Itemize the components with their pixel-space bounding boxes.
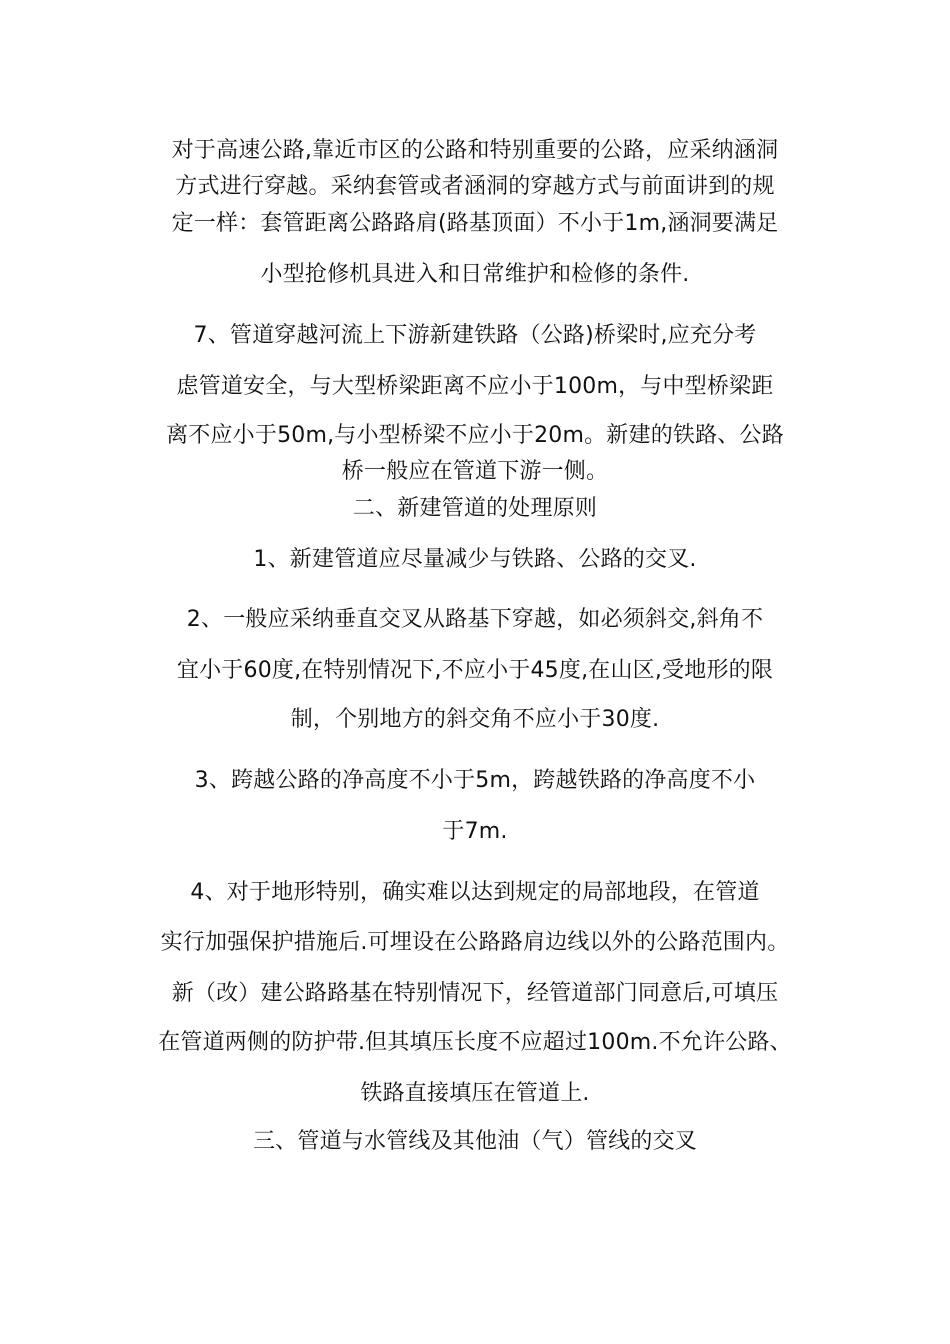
text-line: 铁路直接填压在管道上. bbox=[360, 1081, 590, 1106]
section-heading: 三、管道与水管线及其他油（气）管线的交叉 bbox=[252, 1129, 697, 1154]
text-line: 小型抢修机具进入和日常维护和检修的条件. bbox=[260, 262, 690, 287]
text-line: 宜小于60度,在特别情况下,不应小于45度,在山区,受地形的限 bbox=[176, 658, 774, 683]
text-line: 方式进行穿越。采纳套管或者涵洞的穿越方式与前面讲到的规 bbox=[175, 174, 775, 199]
text-line: 7、管道穿越河流上下游新建铁路（公路)桥梁时,应充分考 bbox=[193, 323, 757, 348]
text-line: 虑管道安全，与大型桥梁距离不应小于100m，与中型桥梁距 bbox=[176, 374, 774, 399]
section-heading: 二、新建管道的处理原则 bbox=[352, 496, 598, 521]
text-line: 桥一般应在管道下游一侧。 bbox=[341, 459, 609, 484]
text-line: 4、对于地形特别，确实难以达到规定的局部地段，在管道 bbox=[190, 880, 760, 905]
text-line: 1、新建管道应尽量减少与铁路、公路的交叉. bbox=[253, 547, 697, 572]
text-line: 离不应小于50m,与小型桥梁不应小于20m。新建的铁路、公路 bbox=[166, 423, 784, 448]
text-line: 于7m. bbox=[442, 819, 508, 844]
text-line: 制，个别地方的斜交角不应小于30度. bbox=[290, 707, 660, 732]
text-line: 对于高速公路,靠近市区的公路和特别重要的公路，应采纳涵洞 bbox=[171, 138, 779, 163]
text-line: 2、一般应采纳垂直交叉从路基下穿越，如必须斜交,斜角不 bbox=[186, 607, 764, 632]
text-line: 在管道两侧的防护带.但其填压长度不应超过100m.不允许公路、 bbox=[158, 1030, 792, 1055]
text-line: 3、跨越公路的净高度不小于5m，跨越铁路的净高度不小 bbox=[194, 768, 756, 793]
text-line: 定一样：套管距离公路路肩(路基顶面）不小于1m,涵洞要满足 bbox=[171, 211, 779, 236]
text-line: 新（改）建公路路基在特别情况下，经管道部门同意后,可填压 bbox=[171, 981, 779, 1006]
text-line: 实行加强保护措施后.可埋设在公路路肩边线以外的公路范围内。 bbox=[160, 930, 790, 955]
